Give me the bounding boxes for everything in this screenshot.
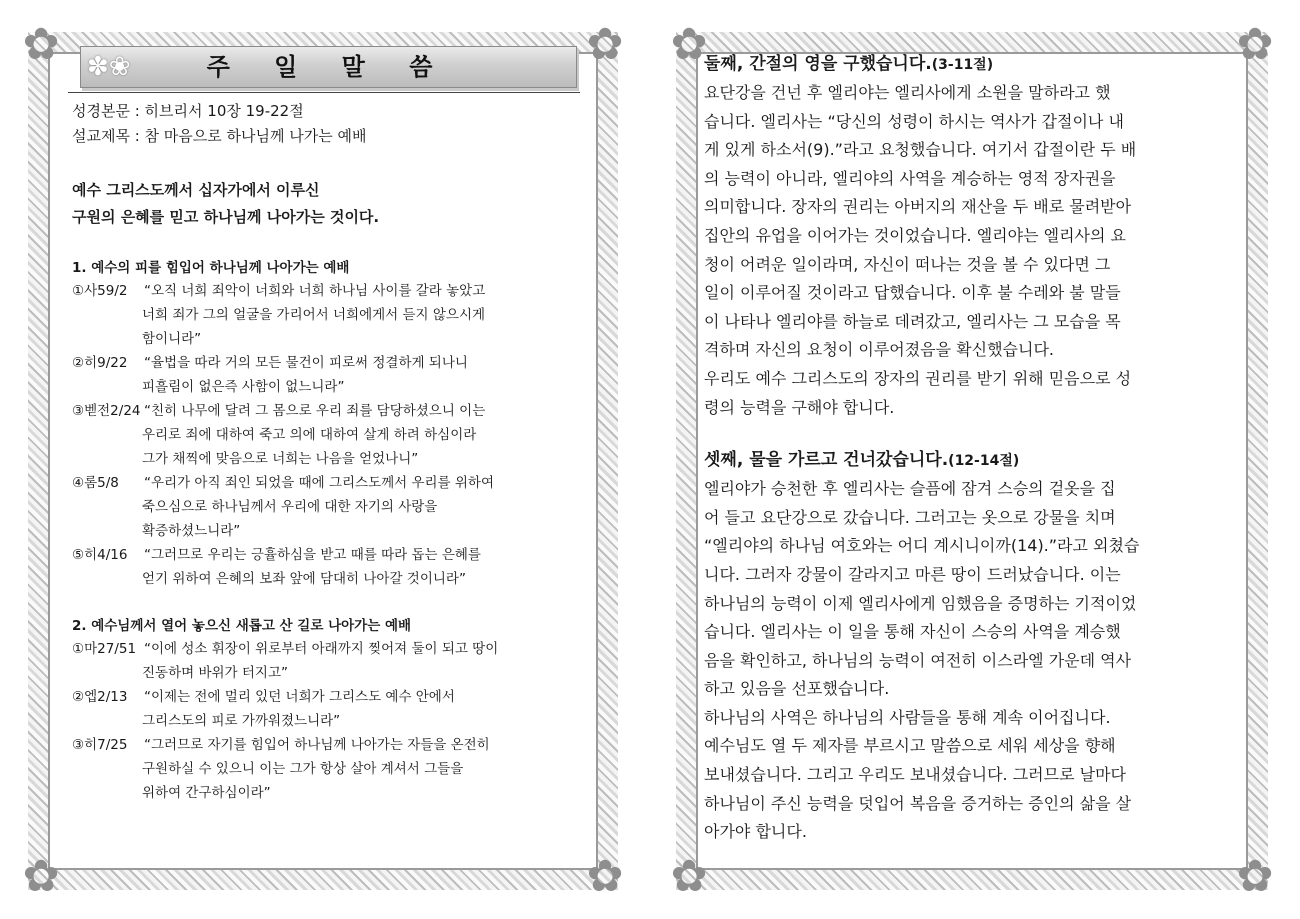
text-line: “엘리야의 하나님 여호와는 어디 계시니이까(14).”라고 외쳤습 xyxy=(704,536,1140,556)
verse-ref: ③히7/25 xyxy=(72,737,128,753)
verse-text: 우리로 죄에 대하여 죽고 의에 대하여 살게 하려 하심이라 xyxy=(142,427,477,443)
verse-text: “그러므로 우리는 긍휼하심을 받고 때를 따라 돕는 은혜를 xyxy=(144,547,481,563)
daisy-icon: ✽❀ xyxy=(87,52,131,82)
verse-text: “이에 성소 휘장이 위로부터 아래까지 찢어져 둘이 되고 땅이 xyxy=(144,641,499,657)
verse-text: 그가 채찍에 맞음으로 너희는 나음을 얻었나니” xyxy=(142,451,419,467)
text-line: 집안의 유업을 이어가는 것이었습니다. 엘리야는 엘리사의 요 xyxy=(704,225,1127,245)
heading-text: 셋째, 물을 가르고 건너갔습니다. xyxy=(704,450,949,471)
text-line: 음을 확인하고, 하나님의 능력이 여전히 이스라엘 가운데 역사 xyxy=(704,650,1132,670)
verse-ref: ①마27/51 xyxy=(72,641,137,657)
flower-ornament-icon: ✿ xyxy=(22,851,60,902)
verse-ref: ①사59/2 xyxy=(72,283,128,299)
verse-text: “우리가 아직 죄인 되었을 때에 그리스도께서 우리를 위하여 xyxy=(144,475,495,491)
text-line: 이 나타나 엘리야를 하늘로 데려갔고, 엘리사는 그 모습을 목 xyxy=(704,311,1121,331)
section-heading: 2. 예수님께서 열어 놓으신 새롭고 산 길로 나아가는 예배 xyxy=(72,618,412,634)
text-line: 보내셨습니다. 그리고 우리도 보내셨습니다. 그러므로 날마다 xyxy=(704,765,1127,785)
verse-item xyxy=(72,733,580,805)
verse-text: “오직 너희 죄악이 너희와 너희 하나님 사이를 갈라 놓았고 xyxy=(144,283,486,299)
verse-ref: ②히9/22 xyxy=(72,355,128,371)
text-line: 니다. 그러자 강물이 갈라지고 마른 땅이 드러났습니다. 이는 xyxy=(704,564,1121,584)
section-heading xyxy=(704,50,1244,79)
heading-ref: (12-14절) xyxy=(948,453,1020,470)
section-heading: 1. 예수의 피를 힘입어 하나님께 나아가는 예배 xyxy=(72,260,350,276)
verse-ref: ④롬5/8 xyxy=(72,475,119,491)
text-line: 요단강을 건넌 후 엘리야는 엘리사에게 소원을 말하라고 했 xyxy=(704,83,1111,102)
paragraph xyxy=(704,79,1244,365)
text-line: 아가야 합니다. xyxy=(704,822,807,842)
verse-ref: ⑤히4/16 xyxy=(72,547,128,563)
text-line: 습니다. 엘리사는 “당신의 성령이 하시는 역사가 갑절이나 내 xyxy=(704,111,1124,131)
title-banner xyxy=(80,46,577,88)
verse-text: 얻기 위하여 은혜의 보좌 앞에 담대히 나아갈 것이니라” xyxy=(142,571,466,587)
text-line: 예수님도 열 두 제자를 부르시고 말씀으로 세워 세상을 향해 xyxy=(704,736,1116,756)
text-line: 격하며 자신의 요청이 이루어졌음을 확신했습니다. xyxy=(704,340,1055,360)
text-line: 우리도 예수 그리스도의 장자의 권리를 받기 위해 믿음으로 성 xyxy=(704,368,1132,388)
text-line: 어 들고 요단강으로 갔습니다. 그러고는 옷으로 강물을 치며 xyxy=(704,507,1116,527)
flower-ornament-icon: ✿ xyxy=(1236,851,1274,902)
sermon-meta xyxy=(72,99,580,149)
flower-ornament-icon: ✿ xyxy=(586,19,624,70)
sermon-title: 설교제목 : 참 마음으로 하나님께 나가는 예배 xyxy=(72,127,367,145)
page-title: 주 일 말 씀 xyxy=(206,53,451,81)
paragraph xyxy=(704,365,1244,422)
flower-ornament-icon: ✿ xyxy=(22,19,60,70)
verse-text: 확증하셨느니라” xyxy=(142,523,241,539)
section-heading xyxy=(704,446,1244,475)
verse-text: 너희 죄가 그의 얼굴을 가리어서 너희에게서 듣지 않으시게 xyxy=(142,307,486,323)
sermon-outline xyxy=(60,46,580,805)
flower-ornament-icon: ✿ xyxy=(1236,19,1274,70)
verse-item xyxy=(72,399,580,471)
right-page xyxy=(670,19,1274,902)
text-line: 령의 능력을 구해야 합니다. xyxy=(704,397,895,417)
text-line: 하고 있음을 선포했습니다. xyxy=(704,679,890,699)
sermon-body xyxy=(704,50,1244,847)
verse-text: “친히 나무에 달려 그 몸으로 우리 죄를 담당하셨으니 이는 xyxy=(144,403,486,419)
verse-item xyxy=(72,685,580,733)
sermon-theme xyxy=(72,177,580,231)
paragraph xyxy=(704,704,1244,847)
theme-line: 구원의 은혜를 믿고 하나님께 나아가는 것이다. xyxy=(72,208,380,226)
verse-text: 진동하며 바위가 터지고” xyxy=(142,665,288,681)
text-line: 하나님이 주신 능력을 덧입어 복음을 증거하는 증인의 삶을 살 xyxy=(704,793,1132,813)
scripture-reference: 성경본문 : 히브리서 10장 19-22절 xyxy=(72,102,304,120)
text-line: 청이 어려운 일이라며, 자신이 떠나는 것을 볼 수 있다면 그 xyxy=(704,254,1111,274)
verse-item xyxy=(72,543,580,591)
verse-text: 함이니라” xyxy=(142,331,202,347)
verse-text: 죽으심으로 하나님께서 우리에 대한 자기의 사랑을 xyxy=(142,499,438,515)
verse-text: 구원하실 수 있으니 이는 그가 항상 살아 계셔서 그들을 xyxy=(142,761,464,777)
verse-ref: ③벧전2/24 xyxy=(72,403,141,419)
text-line: 습니다. 엘리사는 이 일을 통해 자신이 스승의 사역을 계승했 xyxy=(704,622,1121,642)
flower-ornament-icon: ✿ xyxy=(670,851,708,902)
text-line: 일이 이루어질 것이라고 답했습니다. 이후 불 수레와 불 말들 xyxy=(704,283,1121,303)
theme-line: 예수 그리스도께서 십자가에서 이루신 xyxy=(72,181,320,199)
verse-ref: ②엡2/13 xyxy=(72,689,128,705)
text-line: 의미합니다. 장자의 권리는 아버지의 재산을 두 배로 물려받아 xyxy=(704,197,1132,217)
verse-text: 피흘림이 없은즉 사함이 없느니라” xyxy=(142,379,345,395)
verse-text: 위하여 간구하심이라” xyxy=(142,785,271,801)
text-line: 엘리야가 승천한 후 엘리사는 슬픔에 잠겨 스승의 겉옷을 집 xyxy=(704,479,1116,499)
verse-item xyxy=(72,279,580,351)
heading-ref: (3-11절) xyxy=(931,57,994,73)
verse-item xyxy=(72,471,580,543)
flower-ornament-icon: ✿ xyxy=(670,19,708,70)
paragraph xyxy=(704,475,1244,704)
verse-text: 그리스도의 피로 가까워졌느니라” xyxy=(142,713,341,729)
text-line: 하나님의 사역은 하나님의 사람들을 통해 계속 이어집니다. xyxy=(704,707,1111,727)
verse-text: “이제는 전에 멀리 있던 너희가 그리스도 예수 안에서 xyxy=(144,689,455,705)
verse-item xyxy=(72,351,580,399)
heading-text: 둘째, 간절의 영을 구했습니다. xyxy=(704,54,932,74)
verse-text: “율법을 따라 거의 모든 물건이 피로써 정결하게 되나니 xyxy=(144,355,468,371)
verse-item xyxy=(72,637,580,685)
divider xyxy=(68,92,580,93)
flower-ornament-icon: ✿ xyxy=(586,851,624,902)
verse-text: “그러므로 자기를 힘입어 하나님께 나아가는 자들을 온전히 xyxy=(144,737,490,753)
text-line: 게 있게 하소서(9).”라고 요청했습니다. 여기서 갑절이란 두 배 xyxy=(704,140,1137,160)
text-line: 의 능력이 아니라, 엘리야의 사역을 계승하는 영적 장자권을 xyxy=(704,168,1116,188)
left-page xyxy=(22,19,624,902)
text-line: 하나님의 능력이 이제 엘리사에게 임했음을 증명하는 기적이었 xyxy=(704,593,1137,613)
